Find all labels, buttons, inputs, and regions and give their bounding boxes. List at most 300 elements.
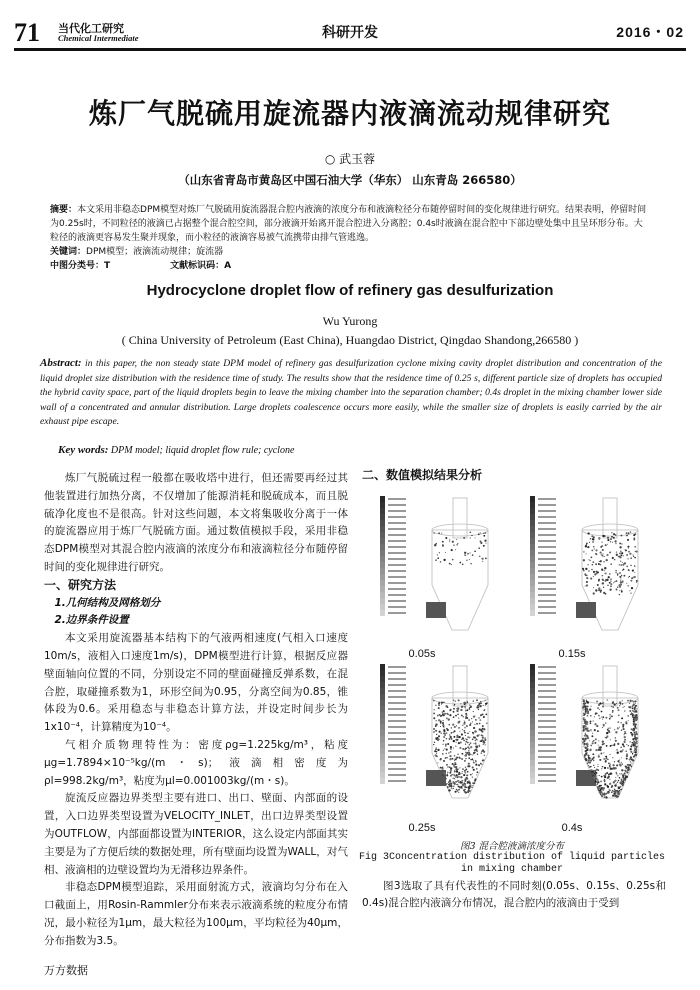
droplet-particle	[440, 767, 442, 769]
droplet-particle	[603, 553, 604, 554]
droplet-particle	[583, 710, 584, 711]
droplet-particle	[469, 765, 471, 767]
paper-title: 炼厂气脱硫用旋流器内液滴流动规律研究	[88, 97, 611, 130]
droplet-particle	[603, 702, 604, 703]
droplet-particle	[617, 727, 619, 729]
colorbar-tick	[538, 690, 556, 692]
droplet-particle	[463, 740, 465, 742]
droplet-particle	[614, 559, 616, 561]
droplet-particle	[613, 533, 615, 535]
droplet-particle	[605, 544, 607, 546]
droplet-particle	[465, 758, 466, 759]
droplet-particle	[612, 557, 614, 559]
droplet-particle	[621, 590, 622, 591]
droplet-particle	[587, 761, 589, 763]
droplet-particle	[635, 751, 637, 753]
journal-name-cn: 当代化工研究	[58, 22, 124, 35]
droplet-particle	[449, 767, 450, 768]
droplet-particle	[610, 768, 612, 770]
colorbar-cell	[530, 700, 535, 706]
colorbar-tick	[538, 702, 556, 704]
header-rule	[14, 48, 686, 51]
colorbar-tick	[538, 684, 556, 686]
droplet-particle	[433, 709, 435, 711]
droplet-particle	[483, 717, 485, 719]
colorbar-tick	[538, 714, 556, 716]
droplet-particle	[446, 774, 448, 776]
droplet-particle	[583, 713, 584, 714]
droplet-particle	[451, 549, 453, 551]
droplet-particle	[628, 577, 629, 578]
droplet-particle	[619, 576, 621, 578]
droplet-particle	[595, 549, 597, 551]
droplet-particle	[467, 786, 469, 788]
droplet-particle	[475, 761, 476, 762]
droplet-particle	[602, 579, 604, 581]
droplet-particle	[588, 744, 589, 745]
english-affiliation: ( China University of Petroleum (East China), Huangdao District, Qingdao Shandong,266580 )	[121, 333, 579, 347]
droplet-particle	[444, 748, 445, 749]
droplet-particle	[602, 706, 604, 708]
colorbar-tick	[388, 684, 406, 686]
colorbar-cell	[530, 748, 535, 754]
droplet-particle	[615, 570, 617, 572]
abstract-cn-label: 摘要：	[50, 205, 78, 215]
droplet-particle	[586, 553, 587, 554]
droplet-particle	[605, 593, 607, 595]
droplet-particle	[602, 535, 604, 537]
droplet-particle	[481, 764, 482, 765]
droplet-particle	[451, 732, 453, 734]
droplet-particle	[589, 758, 590, 759]
droplet-particle	[598, 563, 600, 565]
droplet-particle	[457, 757, 458, 758]
droplet-particle	[474, 724, 475, 725]
droplet-particle	[483, 729, 484, 730]
droplet-particle	[589, 740, 590, 741]
droplet-particle	[583, 746, 584, 747]
droplet-particle	[464, 554, 466, 556]
droplet-particle	[598, 769, 600, 771]
droplet-particle	[616, 580, 618, 582]
droplet-particle	[612, 706, 613, 707]
droplet-particle	[582, 707, 584, 709]
droplet-particle	[636, 582, 637, 583]
inlet-block	[426, 770, 446, 786]
droplet-particle	[464, 760, 466, 762]
droplet-particle	[465, 735, 466, 736]
droplet-particle	[466, 774, 468, 776]
droplet-particle	[587, 715, 589, 717]
droplet-particle	[630, 580, 632, 582]
droplet-particle	[600, 546, 602, 548]
droplet-particle	[441, 733, 442, 734]
droplet-particle	[477, 754, 478, 755]
colorbar-cell	[530, 766, 535, 772]
droplet-particle	[603, 792, 605, 794]
droplet-particle	[478, 709, 479, 710]
droplet-particle	[611, 532, 612, 533]
droplet-particle	[464, 706, 466, 708]
droplet-particle	[442, 722, 444, 724]
droplet-particle	[442, 774, 444, 776]
droplet-particle	[473, 711, 474, 712]
droplet-particle	[483, 545, 485, 547]
colorbar-tick	[538, 516, 556, 518]
droplet-particle	[474, 778, 476, 780]
droplet-particle	[481, 739, 483, 741]
droplet-particle	[452, 788, 453, 789]
droplet-particle	[599, 709, 600, 710]
droplet-particle	[592, 564, 593, 565]
droplet-particle	[623, 575, 625, 577]
droplet-particle	[598, 704, 600, 706]
droplet-particle	[447, 706, 449, 708]
droplet-particle	[597, 764, 598, 765]
droplet-particle	[446, 717, 448, 719]
droplet-particle	[634, 726, 636, 728]
droplet-particle	[607, 777, 609, 779]
droplet-particle	[603, 726, 604, 727]
droplet-particle	[454, 771, 456, 773]
droplet-particle	[442, 541, 444, 543]
droplet-particle	[604, 767, 606, 769]
droplet-particle	[629, 765, 630, 766]
colorbar-tick	[538, 528, 556, 530]
droplet-particle	[633, 745, 634, 746]
droplet-particle	[455, 758, 457, 760]
droplet-particle	[632, 707, 634, 709]
droplet-particle	[590, 722, 592, 724]
droplet-particle	[604, 797, 605, 798]
colorbar-cell	[530, 772, 535, 778]
droplet-particle	[461, 758, 463, 760]
droplet-particle	[453, 711, 455, 713]
droplet-particle	[435, 725, 437, 727]
droplet-particle	[622, 775, 624, 777]
droplet-particle	[596, 775, 597, 776]
colorbar-cell	[380, 724, 385, 730]
colorbar-tick	[388, 750, 406, 752]
droplet-particle	[633, 716, 635, 718]
droplet-particle	[476, 739, 477, 740]
droplet-particle	[618, 715, 620, 717]
droplet-particle	[620, 789, 621, 790]
colorbar-tick	[538, 738, 556, 740]
droplet-particle	[633, 537, 635, 539]
droplet-particle	[618, 793, 619, 794]
colorbar-cell	[530, 730, 535, 736]
droplet-particle	[468, 763, 470, 765]
droplet-particle	[477, 771, 479, 773]
droplet-particle	[629, 570, 630, 571]
droplet-particle	[610, 784, 611, 785]
droplet-particle	[467, 746, 469, 748]
droplet-particle	[479, 705, 481, 707]
droplet-particle	[604, 556, 605, 557]
droplet-particle	[584, 573, 586, 575]
droplet-particle	[441, 768, 443, 770]
droplet-particle	[619, 590, 620, 591]
droplet-particle	[476, 706, 478, 708]
droplet-particle	[593, 771, 594, 772]
droplet-particle	[601, 541, 602, 542]
droplet-particle	[483, 533, 485, 535]
droplet-particle	[585, 586, 586, 587]
droplet-particle	[443, 720, 444, 721]
droplet-particle	[619, 773, 620, 774]
affiliation: （山东省青岛市黄岛区中国石油大学（华东） 山东青岛 266580）	[178, 173, 522, 187]
droplet-particle	[481, 558, 483, 560]
droplet-particle	[473, 762, 475, 764]
droplet-particle	[634, 754, 636, 756]
droplet-particle	[624, 773, 625, 774]
droplet-particle	[608, 730, 610, 732]
droplet-particle	[596, 573, 598, 575]
method-paragraph-4: 非稳态DPM模型追踪，采用面射流方式，液滴均匀分布在入口截面上，用Rosin-Rammler分布来表示液滴系统的粒度分布情况，最小粒径为1μm，最大粒径为100μm，平均粒径为40μm，分布指数为3.5。	[44, 881, 348, 947]
droplet-particle	[633, 719, 634, 720]
droplet-particle	[634, 707, 636, 709]
droplet-particle	[478, 764, 480, 766]
droplet-particle	[475, 740, 477, 742]
droplet-particle	[627, 539, 629, 541]
droplet-particle	[458, 722, 459, 723]
droplet-particle	[586, 577, 588, 579]
droplet-particle	[623, 741, 625, 743]
droplet-particle	[443, 736, 445, 738]
droplet-particle	[605, 572, 607, 574]
droplet-particle	[624, 710, 626, 712]
droplet-particle	[593, 587, 594, 588]
colorbar-tick	[388, 576, 406, 578]
droplet-particle	[440, 722, 442, 724]
droplet-particle	[589, 757, 590, 758]
droplet-particle	[628, 720, 629, 721]
droplet-particle	[476, 723, 478, 725]
droplet-particle	[619, 782, 621, 784]
droplet-particle	[473, 760, 474, 761]
colorbar-tick	[388, 522, 406, 524]
droplet-particle	[602, 716, 604, 718]
colorbar-tick	[388, 666, 406, 668]
droplet-particle	[626, 776, 628, 778]
droplet-particle	[624, 739, 626, 741]
droplet-particle	[622, 784, 624, 786]
droplet-particle	[615, 731, 617, 733]
droplet-particle	[608, 762, 610, 764]
droplet-particle	[587, 730, 589, 732]
droplet-particle	[605, 717, 607, 719]
droplet-particle	[609, 790, 610, 791]
droplet-particle	[613, 582, 614, 583]
droplet-particle	[621, 757, 622, 758]
droplet-particle	[634, 748, 635, 749]
droplet-particle	[480, 763, 482, 765]
droplet-particle	[439, 731, 441, 733]
droplet-particle	[450, 736, 452, 738]
colorbar-tick	[538, 594, 556, 596]
droplet-particle	[588, 765, 589, 766]
droplet-particle	[584, 702, 586, 704]
droplet-particle	[626, 554, 628, 556]
droplet-particle	[630, 748, 632, 750]
droplet-particle	[616, 783, 617, 784]
droplet-particle	[450, 748, 452, 750]
droplet-particle	[603, 704, 604, 705]
droplet-particle	[609, 716, 610, 717]
droplet-particle	[460, 703, 461, 704]
droplet-particle	[614, 780, 616, 782]
droplet-particle	[604, 781, 606, 783]
colorbar-cell	[530, 742, 535, 748]
figure-3	[362, 488, 662, 838]
colorbar-cell	[380, 556, 385, 562]
droplet-particle	[597, 750, 598, 751]
colorbar-cell	[530, 526, 535, 532]
droplet-particle	[449, 738, 451, 740]
droplet-particle	[633, 703, 635, 705]
droplet-particle	[615, 740, 617, 742]
droplet-particle	[465, 741, 467, 743]
droplet-particle	[606, 772, 608, 774]
droplet-particle	[606, 735, 608, 737]
droplet-particle	[449, 785, 451, 787]
droplet-particle	[619, 594, 620, 595]
droplet-particle	[613, 537, 615, 539]
results-paragraph-1: 图3选取了具有代表性的不同时刻(0.05s、0.15s、0.25s和0.4s)混合腔内液滴分布情况，混合腔内的液滴由于受到	[362, 880, 666, 909]
droplet-particle	[615, 534, 617, 536]
colorbar-tick	[538, 762, 556, 764]
colorbar-cell	[380, 742, 385, 748]
droplet-particle	[475, 731, 477, 733]
droplet-particle	[605, 759, 607, 761]
droplet-particle	[450, 783, 452, 785]
droplet-particle	[587, 705, 589, 707]
droplet-particle	[618, 584, 620, 586]
droplet-particle	[634, 701, 635, 702]
colorbar-cell	[530, 532, 535, 538]
droplet-particle	[631, 733, 633, 735]
droplet-particle	[617, 752, 619, 754]
droplet-particle	[444, 780, 445, 781]
droplet-particle	[467, 702, 468, 703]
colorbar-cell	[380, 568, 385, 574]
colorbar-tick	[388, 498, 406, 500]
droplet-particle	[590, 538, 592, 540]
droplet-particle	[480, 714, 482, 716]
droplet-particle	[595, 778, 597, 780]
droplet-particle	[604, 567, 606, 569]
droplet-particle	[594, 767, 595, 768]
droplet-particle	[456, 742, 457, 743]
droplet-particle	[599, 561, 600, 562]
section-2-heading: 二、数值模拟结果分析	[362, 468, 483, 482]
droplet-particle	[630, 557, 632, 559]
time-label-015s: 0.15s	[558, 648, 586, 660]
droplet-particle	[453, 545, 454, 546]
droplet-particle	[466, 725, 468, 727]
droplet-particle	[634, 750, 635, 751]
colorbar-tick	[388, 528, 406, 530]
droplet-particle	[469, 744, 471, 746]
droplet-particle	[453, 736, 455, 738]
droplet-particle	[614, 703, 616, 705]
droplet-particle	[485, 532, 487, 534]
colorbar-tick	[538, 606, 556, 608]
droplet-particle	[618, 791, 620, 793]
droplet-particle	[444, 773, 446, 775]
droplet-particle	[443, 713, 445, 715]
droplet-particle	[472, 738, 474, 740]
droplet-particle	[598, 579, 600, 581]
droplet-particle	[594, 723, 596, 725]
droplet-particle	[598, 745, 599, 746]
droplet-particle	[478, 734, 479, 735]
droplet-particle	[443, 726, 444, 727]
droplet-particle	[618, 780, 620, 782]
droplet-particle	[457, 776, 459, 778]
droplet-particle	[617, 574, 619, 576]
droplet-particle	[433, 744, 434, 745]
droplet-particle	[634, 715, 635, 716]
droplet-particle	[627, 715, 628, 716]
droplet-particle	[468, 750, 469, 751]
colorbar-cell	[380, 700, 385, 706]
colorbar-tick	[388, 570, 406, 572]
droplet-particle	[484, 737, 486, 739]
droplet-particle	[464, 770, 466, 772]
droplet-particle	[622, 724, 624, 726]
droplet-particle	[606, 737, 607, 738]
droplet-particle	[464, 784, 466, 786]
droplet-particle	[585, 735, 587, 737]
droplet-particle	[589, 708, 591, 710]
droplet-particle	[620, 579, 621, 580]
droplet-particle	[593, 740, 594, 741]
colorbar-cell	[380, 562, 385, 568]
droplet-particle	[609, 714, 610, 715]
droplet-particle	[620, 551, 621, 552]
droplet-particle	[620, 580, 621, 581]
droplet-particle	[607, 544, 608, 545]
droplet-particle	[610, 717, 611, 718]
droplet-particle	[614, 761, 615, 762]
droplet-particle	[599, 718, 600, 719]
colorbar-cell	[530, 496, 535, 502]
colorbar-tick	[538, 576, 556, 578]
droplet-particle	[456, 789, 458, 791]
droplet-particle	[593, 720, 594, 721]
droplet-particle	[606, 554, 608, 556]
figure-panel-04s-svg	[530, 658, 652, 818]
droplet-particle	[632, 759, 634, 761]
droplet-particle	[454, 755, 455, 756]
droplet-particle	[594, 548, 595, 549]
droplet-particle	[452, 778, 453, 779]
droplet-particle	[459, 731, 460, 732]
droplet-particle	[465, 711, 466, 712]
colorbar-cell	[530, 694, 535, 700]
droplet-particle	[623, 745, 625, 747]
droplet-particle	[615, 772, 616, 773]
droplet-particle	[585, 752, 587, 754]
colorbar-tick	[538, 780, 556, 782]
droplet-particle	[458, 736, 460, 738]
droplet-particle	[455, 766, 457, 768]
droplet-particle	[591, 758, 593, 760]
droplet-particle	[479, 728, 481, 730]
inlet-block	[576, 602, 596, 618]
